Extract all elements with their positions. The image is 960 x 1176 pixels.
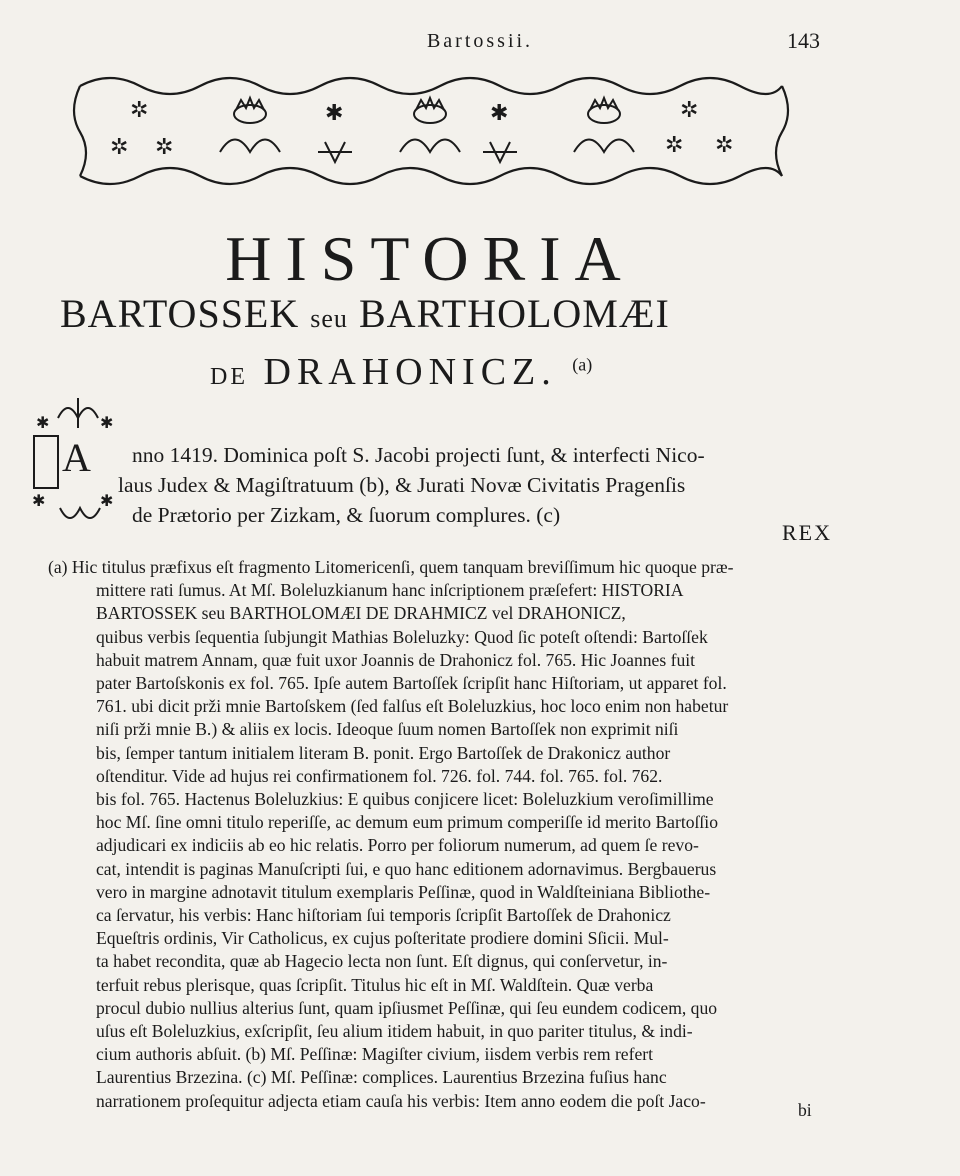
footnote-line: mittere rati ſumus. At Mſ. Boleluzkianum hanc inſcriptionem præſefert: HISTORIA <box>96 580 684 601</box>
footnote-line: BARTOSSEK seu BARTHOLOMÆI DE DRAHMICZ vel DRAHONICZ, <box>96 603 626 624</box>
svg-text:✲: ✲ <box>130 98 149 123</box>
svg-text:✱: ✱ <box>100 491 114 510</box>
svg-text:✲: ✲ <box>715 133 734 158</box>
footnote-line: cat, intendit is paginas Manuſcripti ſui, e quo hanc editionem adornavimus. Bergbauerus <box>96 858 717 879</box>
footnote-line: oſtenditur. Vide ad hujus rei confirmationem fol. 726. fol. 744. fol. 765. fol. 762. <box>96 765 663 786</box>
footnote-line: pater Bartoſskonis ex fol. 765. Ipſe autem Bartoſſek ſcripſit hanc Hiſtoriam, ut apparet fol. <box>96 673 727 694</box>
footnote-line: procul dubio nullius alterius ſunt, quam ipſiusmet Peſſinæ, qui ſeu eundem codicem, quo <box>96 997 718 1018</box>
footnote-line: (a) Hic titulus præfixus eſt fragmento Litomericenſi, quem tanquam breviſſimum hic quoque præ- <box>48 557 734 577</box>
main-text-line: de Prætorio per Zizkam, & ſuorum complures. (c) <box>132 503 561 527</box>
catchword-bottom: bi <box>798 1100 812 1120</box>
svg-text:✲: ✲ <box>665 133 684 158</box>
floral-border-ornament-icon <box>70 72 790 190</box>
footnote-line: 761. ubi dicit prži mnie Bartoſskem (ſed falſus eſt Boleluzkius, hoc loco enim non habetur <box>96 696 729 717</box>
footnote-line: bis, ſemper tantum initialem literam B. ponit. Ergo Bartoſſek de Drakonicz author <box>96 742 671 763</box>
footnote-line: terfuit rebus plerisque, quas ſcripſit. Titulus hic eſt in Mſ. Waldſtein. Quæ verba <box>96 974 654 995</box>
title-seu: seu <box>310 304 348 333</box>
footnote-line: Equeſtris ordinis, Vir Catholicus, ex cujus poſteritate prodiere domini Sſicii. Mul- <box>96 928 669 949</box>
footnote-line: ca ſervatur, his verbis: Hanc hiſtoriam ſui temporis ſcripſit Bartoſſek de Drahonicz <box>96 905 671 926</box>
initial-letter: A <box>62 435 91 480</box>
title-bartholomaei: BARTHOLOMÆI <box>358 291 670 336</box>
title-origin-line <box>210 350 710 394</box>
title-subject-line <box>60 290 820 337</box>
footnote-line: bis fol. 765. Hactenus Boleluzkius: E quibus conjicere licet: Boleluzkium veroſimillime <box>96 789 714 810</box>
footnote-line: narrationem proſequitur adjecta etiam cauſa his verbis: Item anno eodem die poſt Jaco- <box>96 1090 706 1111</box>
title-de: DE <box>210 364 248 390</box>
main-paragraph <box>118 440 848 530</box>
footnotes <box>48 556 860 1113</box>
footnote-line: habuit matrem Annam, quæ fuit uxor Joannis de Drahonicz fol. 765. Hic Joannes fuit <box>96 649 696 670</box>
footnote-line: ta habet recondita, quæ ab Hagecio lecta non ſunt. Eſt dignus, qui conſervetur, in- <box>96 951 668 972</box>
footnote-line: uſus eſt Boleluzkius, exſcripſit, ſeu alium itidem habuit, in quo pariter titulus, & indi- <box>96 1021 693 1042</box>
svg-text:✲: ✲ <box>680 98 699 123</box>
svg-text:✱: ✱ <box>490 101 509 126</box>
footnote-line: quibus verbis ſequentia ſubjungit Mathias Boleluzky: Quod ſic poteſt oſtendi: Bartoſſek <box>96 626 708 647</box>
page-number: 143 <box>787 28 820 53</box>
svg-text:✲: ✲ <box>155 135 174 160</box>
main-text-line: laus Judex & Magiſtratuum (b), & Jurati Novæ Civitatis Pragenſis <box>118 473 686 497</box>
footnote-line: adjudicari ex indiciis ab eo hic relatis. Porro per foliorum numerum, ad quem ſe revo- <box>96 835 699 856</box>
title-drahonicz: DRAHONICZ. <box>263 351 557 393</box>
svg-text:✱: ✱ <box>36 413 50 432</box>
svg-text:✲: ✲ <box>110 135 129 160</box>
footnote-line: cium authoris abſuit. (b) Mſ. Peſſinæ: Magiſter civium, iisdem verbis rem refert <box>96 1044 654 1065</box>
footnote-line: hoc Mſ. ſine omni titulo reperiſſe, ac demum eum primum comperiſſe id merito Bartoſſio <box>96 812 718 833</box>
svg-text:✱: ✱ <box>325 101 344 126</box>
title-bartossek: BARTOSSEK <box>60 291 300 336</box>
title-historia: HISTORIA <box>225 223 635 294</box>
svg-text:✱: ✱ <box>100 413 114 432</box>
footnote-line: Laurentius Brzezina. (c) Mſ. Peſſinæ: complices. Laurentius Brzezina fuſius hanc <box>96 1067 667 1088</box>
catchword: REX <box>782 520 832 545</box>
main-text-line: nno 1419. Dominica poſt S. Jacobi projecti ſunt, & interfecti Nico- <box>132 443 705 467</box>
title-footnote-mark: (a) <box>572 354 593 375</box>
svg-text:✱: ✱ <box>32 491 46 510</box>
footnote-line: vero in margine adnotavit titulum exemplaris Peſſinæ, quod in Waldſteiniana Bibliothe- <box>96 881 711 902</box>
footnote-line: niſi prži mnie B.) & aliis ex locis. Ideoque ſuum nomen Bartoſſek non exprimit niſi <box>96 719 679 740</box>
running-head: Bartossii. <box>426 30 534 52</box>
